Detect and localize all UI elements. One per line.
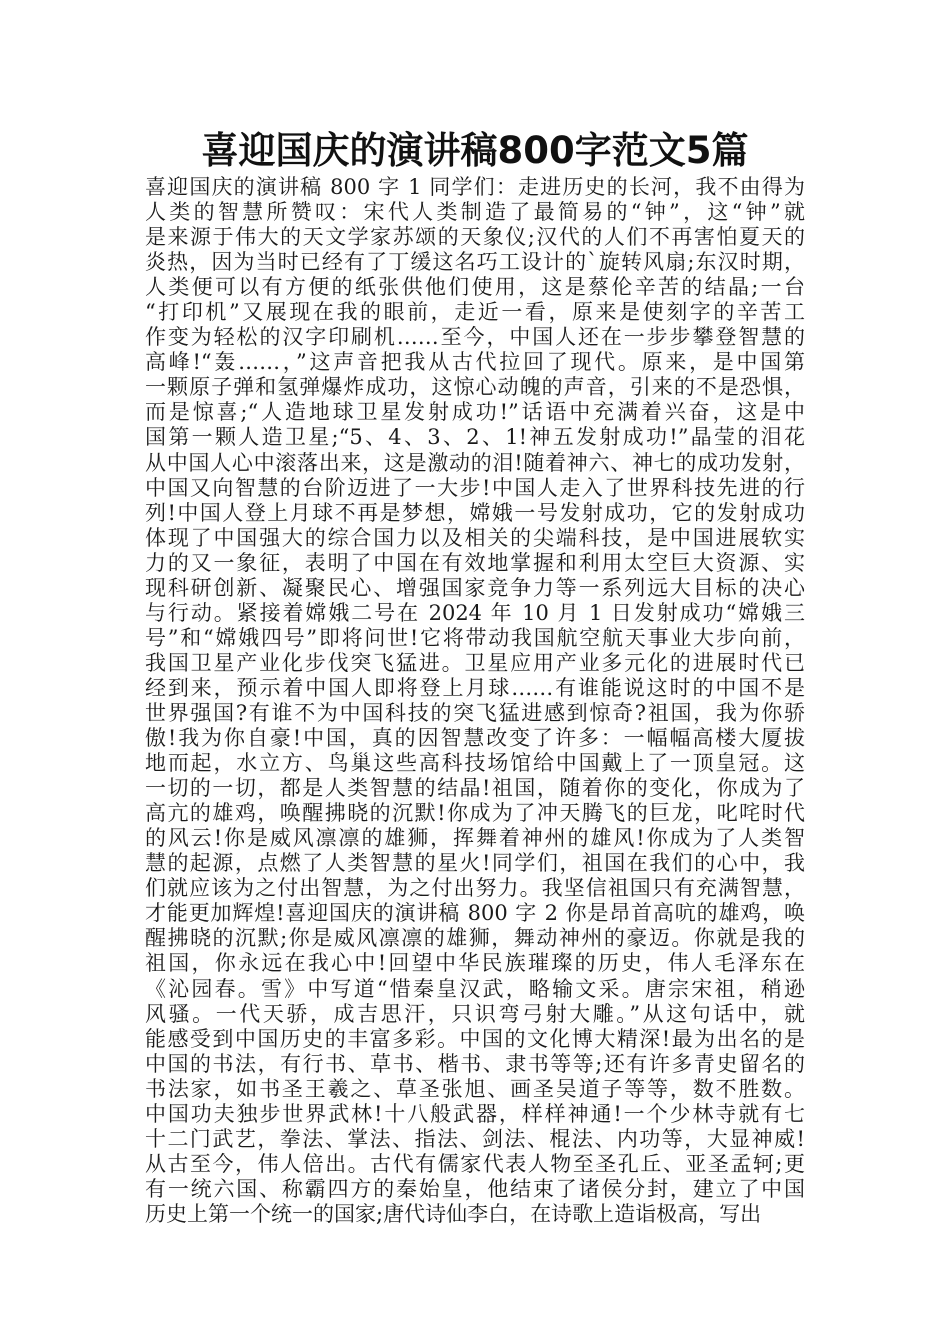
body-line: 从古至今，伟人倍出。古代有儒家代表人物至圣孔丘、亚圣孟轲;更 bbox=[145, 1151, 805, 1176]
body-line: 一切的一切，都是人类智慧的结晶!祖国，随着你的变化，你成为了 bbox=[145, 776, 805, 801]
body-line: 高亢的雄鸡，唤醒拂晓的沉默!你成为了冲天腾飞的巨龙，叱咤时代 bbox=[145, 801, 805, 826]
body-line: 体现了中国强大的综合国力以及相关的尖端科技，是中国进展软实 bbox=[145, 525, 805, 550]
body-line: 人类便可以有方便的纸张供他们使用，这是蔡伦辛苦的结晶;一台 bbox=[145, 275, 805, 300]
body-line: 中国的书法，有行书、草书、楷书、隶书等等;还有许多青史留名的 bbox=[145, 1051, 805, 1076]
body-line: 风骚。一代天骄，成吉思汗，只识弯弓射大雕。”从这句话中，就 bbox=[145, 1001, 805, 1026]
body-line: 从中国人心中滚落出来，这是激动的泪!随着神六、神七的成功发射， bbox=[145, 450, 805, 475]
body-line: 《沁园春。雪》中写道“惜秦皇汉武，略输文采。唐宗宋祖，稍逊 bbox=[145, 976, 805, 1001]
body-line: 号”和“嫦娥四号”即将问世!它将带动我国航空航天事业大步向前， bbox=[145, 625, 805, 650]
body-line: 列!中国人登上月球不再是梦想，嫦娥一号发射成功，它的发射成功 bbox=[145, 500, 805, 525]
body-line: “打印机”又展现在我的眼前，走近一看，原来是使刻字的辛苦工 bbox=[145, 300, 805, 325]
body-line: 傲!我为你自豪!中国，真的因智慧改变了许多：一幅幅高楼大厦拔 bbox=[145, 726, 805, 751]
body-line: 祖国，你永远在我心中!回望中华民族璀璨的历史，伟人毛泽东在 bbox=[145, 951, 805, 976]
body-line: 十二门武艺，拳法、掌法、指法、剑法、棍法、内功等，大显神威! bbox=[145, 1126, 805, 1151]
body-line: 而是惊喜;“人造地球卫星发射成功!”话语中充满着兴奋，这是中 bbox=[145, 400, 805, 425]
body-line: 的风云!你是威风凛凛的雄狮，挥舞着神州的雄风!你成为了人类智 bbox=[145, 826, 805, 851]
body-line: 有一统六国、称霸四方的秦始皇，他结束了诸侯分封，建立了中国 bbox=[145, 1176, 805, 1201]
body-line: 炎热，因为当时已经有了丁缓这名巧工设计的`旋转风扇;东汉时期， bbox=[145, 250, 805, 275]
body-line: 才能更加辉煌!喜迎国庆的演讲稿 800 字 2 你是昂首高吭的雄鸡，唤 bbox=[145, 901, 805, 926]
document-body bbox=[145, 175, 805, 1227]
body-line: 世界强国?有谁不为中国科技的突飞猛进感到惊奇?祖国，我为你骄 bbox=[145, 700, 805, 725]
body-line: 现科研创新、凝聚民心、增强国家竞争力等一系列远大目标的决心 bbox=[145, 575, 805, 600]
body-line: 书法家，如书圣王羲之、草圣张旭、画圣吴道子等等，数不胜数。 bbox=[145, 1076, 805, 1101]
body-line: 高峰!“轰……，”这声音把我从古代拉回了现代。原来，是中国第 bbox=[145, 350, 805, 375]
body-line: 经到来，预示着中国人即将登上月球……有谁能说这时的中国不是 bbox=[145, 675, 805, 700]
body-line: 们就应该为之付出智慧，为之付出努力。我坚信祖国只有充满智慧， bbox=[145, 876, 805, 901]
body-line: 人类的智慧所赞叹：宋代人类制造了最简易的“钟”，这“钟”就 bbox=[145, 200, 805, 225]
body-line: 中国功夫独步世界武林!十八般武器，样样神通!一个少林寺就有七 bbox=[145, 1101, 805, 1126]
body-line: 历史上第一个统一的国家;唐代诗仙李白，在诗歌上造诣极高，写出 bbox=[145, 1201, 762, 1226]
body-line: 喜迎国庆的演讲稿 800 字 1 同学们：走进历史的长河，我不由得为 bbox=[145, 175, 805, 199]
document-title: 喜迎国庆的演讲稿800字范文5篇 bbox=[201, 129, 749, 172]
body-line: 与行动。紧接着嫦娥二号在 2024 年 10 月 1 日发射成功“嫦娥三 bbox=[145, 600, 805, 625]
body-line: 我国卫星产业化步伐突飞猛进。卫星应用产业多元化的进展时代已 bbox=[145, 650, 805, 675]
body-line: 地而起，水立方、鸟巢这些高科技场馆给中国戴上了一顶皇冠。这 bbox=[145, 751, 805, 776]
body-line: 醒拂晓的沉默;你是威风凛凛的雄狮，舞动神州的豪迈。你就是我的 bbox=[145, 926, 805, 951]
body-line: 力的又一象征，表明了中国在有效地掌握和利用太空巨大资源、实 bbox=[145, 550, 805, 575]
body-line: 一颗原子弹和氢弹爆炸成功，这惊心动魄的声音，引来的不是恐惧， bbox=[145, 375, 805, 400]
body-line: 中国又向智慧的台阶迈进了一大步!中国人走入了世界科技先进的行 bbox=[145, 475, 805, 500]
body-line: 慧的起源，点燃了人类智慧的星火!同学们，祖国在我们的心中，我 bbox=[145, 851, 805, 876]
body-line: 是来源于伟大的天文学家苏颂的天象仪;汉代的人们不再害怕夏天的 bbox=[145, 225, 805, 250]
body-line: 国第一颗人造卫星;“5、4、3、2、1!神五发射成功!”晶莹的泪花 bbox=[145, 425, 805, 450]
body-line: 能感受到中国历史的丰富多彩。中国的文化博大精深!最为出名的是 bbox=[145, 1026, 805, 1051]
body-line: 作变为轻松的汉字印刷机……至今，中国人还在一步步攀登智慧的 bbox=[145, 325, 805, 350]
